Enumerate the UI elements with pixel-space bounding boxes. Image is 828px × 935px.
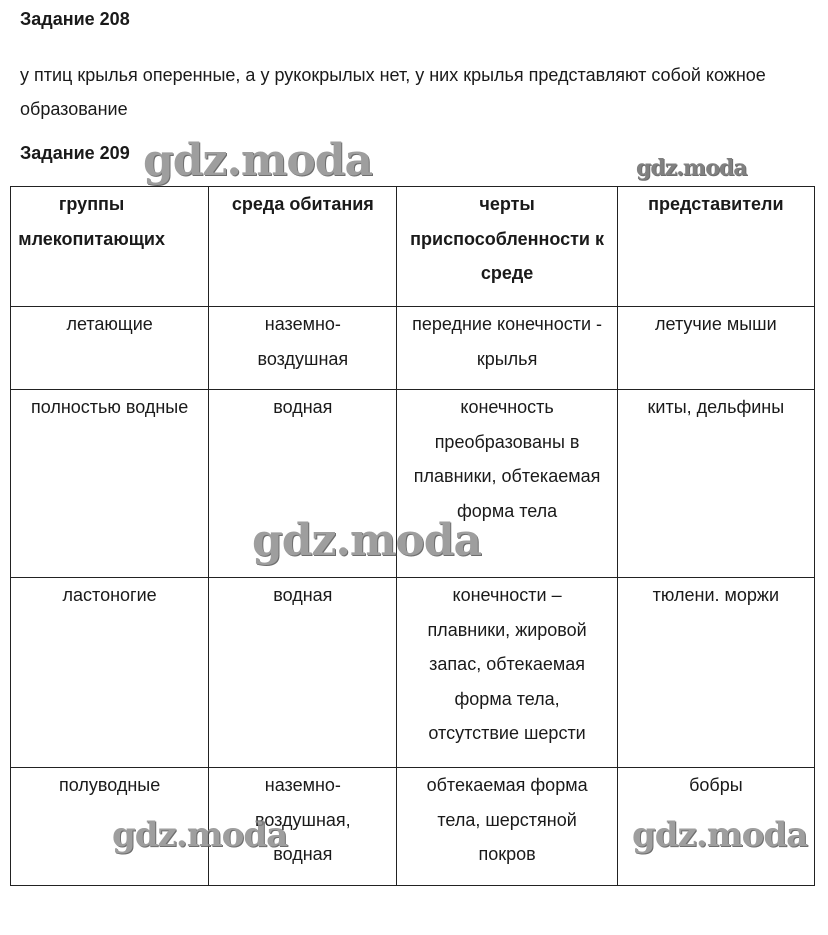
watermark-logo: gdz.moda — [252, 515, 482, 566]
task-208-answer: у птиц крылья оперенные, а у рукокрылых нет, у них крылья представляют собой кожное образование — [20, 65, 766, 119]
watermark-logo: gdz.moda — [632, 815, 808, 855]
cell-representatives: бобры — [617, 768, 814, 886]
cell-habitat: наземно-воздушная — [209, 307, 397, 390]
cell-adaptations: конечности – плавники, жировой запас, обтекаемая форма тела, отсутствие шерсти — [397, 578, 617, 768]
table-header-row — [11, 187, 815, 307]
watermark-logo: gdz.moda — [112, 815, 288, 855]
task-208-title: Задание 208 — [20, 9, 130, 29]
cell-representatives: тюлени. моржи — [617, 578, 814, 768]
header-representatives: представители — [617, 187, 814, 307]
header-groups: группы млекопитающих — [11, 187, 209, 307]
table-row — [11, 390, 815, 578]
watermark-logo: gdz.moda — [636, 155, 747, 181]
header-habitat: среда обитания — [209, 187, 397, 307]
table-row — [11, 578, 815, 768]
watermark-logo: gdz.moda — [143, 135, 373, 186]
cell-group: ластоногие — [11, 578, 209, 768]
cell-habitat: наземно-воздушная, водная — [209, 768, 397, 886]
cell-group: летающие — [11, 307, 209, 390]
cell-adaptations: передние конечности - крылья — [397, 307, 617, 390]
mammal-groups-table — [10, 186, 815, 886]
header-adaptations: черты приспособленности к среде — [397, 187, 617, 307]
cell-group: полностью водные — [11, 390, 209, 578]
cell-adaptations: обтекаемая форма тела, шерстяной покров — [397, 768, 617, 886]
cell-adaptations: конечность преобразованы в плавники, обтекаемая форма тела — [397, 390, 617, 578]
cell-habitat: водная — [209, 578, 397, 768]
table-row — [11, 768, 815, 886]
cell-habitat: водная — [209, 390, 397, 578]
cell-group: полуводные — [11, 768, 209, 886]
task-209-title: Задание 209 — [20, 143, 130, 163]
table-row — [11, 307, 815, 390]
cell-representatives: киты, дельфины — [617, 390, 814, 578]
cell-representatives: летучие мыши — [617, 307, 814, 390]
